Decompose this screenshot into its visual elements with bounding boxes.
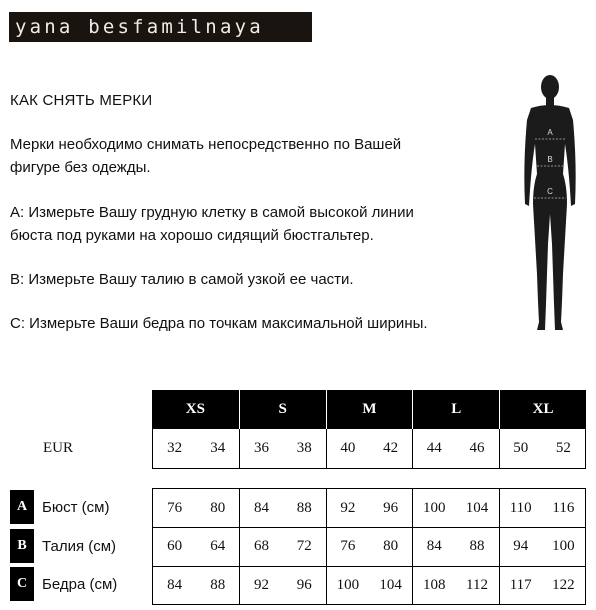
- intro-line-1: Мерки необходимо снимать непосредственно по Вашей: [10, 136, 402, 153]
- eur-cell: 34: [210, 440, 226, 456]
- measure-cell: 84: [153, 566, 196, 604]
- row-label-bust: [10, 489, 109, 525]
- measure-cell: 84: [239, 489, 282, 527]
- figure-label-b: B: [547, 155, 553, 164]
- measure-cell: 104: [465, 499, 489, 516]
- row-letter-c: C: [10, 567, 34, 601]
- measure-cell: 68: [239, 527, 282, 565]
- eur-cell: 50: [499, 429, 542, 468]
- size-xl: XL: [499, 390, 586, 429]
- measure-cell: 60: [153, 527, 196, 565]
- size-m: M: [326, 390, 413, 429]
- measure-cell: 122: [542, 566, 585, 604]
- figure-label-a: A: [547, 128, 553, 137]
- measure-cell: 80: [210, 499, 226, 516]
- intro-line-2: фигуре без одежды.: [10, 159, 151, 176]
- eur-cell: 40: [326, 429, 369, 468]
- eur-label: EUR: [43, 440, 73, 456]
- eur-cell: 36: [239, 429, 282, 468]
- instruction-a-line-1: A: Измерьте Вашу грудную клетку в самой высокой линии: [10, 204, 414, 221]
- measure-cell: 112: [455, 566, 498, 604]
- eur-cell: 46: [469, 440, 485, 456]
- measurements-block: [152, 488, 586, 605]
- measure-cell: 100: [542, 527, 585, 565]
- instruction-a: [10, 201, 490, 247]
- page-title: КАК СНЯТЬ МЕРКИ: [10, 92, 153, 109]
- eur-cell: 32: [167, 440, 183, 456]
- measure-cell: 94: [499, 527, 542, 565]
- instruction-b: B: Измерьте Вашу талию в самой узкой ее части.: [10, 271, 354, 288]
- measure-cell: 100: [412, 489, 455, 527]
- size-header: [152, 390, 586, 429]
- instruction-a-line-2: бюста под руками на хорошо сидящий бюстгальтер.: [10, 227, 374, 244]
- measure-cell: 72: [283, 527, 326, 565]
- measure-cell: 104: [369, 566, 412, 604]
- row-letter-a: A: [10, 490, 34, 524]
- measure-cell: 92: [326, 489, 369, 527]
- measure-cell: 88: [196, 566, 239, 604]
- row-letter-b: B: [10, 529, 34, 563]
- measure-cell: 76: [167, 499, 183, 516]
- measure-cell: 80: [369, 527, 412, 565]
- intro-text: [10, 133, 490, 179]
- brand-logo: yana besfamilnaya: [9, 12, 312, 42]
- measure-cell: 64: [196, 527, 239, 565]
- row-text-hips: Бедра (см): [42, 575, 118, 593]
- row-label-hips: [10, 566, 117, 602]
- size-l: L: [412, 390, 499, 429]
- eur-row: [152, 429, 586, 469]
- size-s: S: [239, 390, 326, 429]
- measure-cell: 117: [499, 566, 542, 604]
- measure-cell: 84: [412, 527, 455, 565]
- eur-cell: 38: [296, 440, 312, 456]
- measure-cell: 100: [326, 566, 369, 604]
- measure-cell: 110: [499, 489, 542, 527]
- measure-cell: 108: [412, 566, 455, 604]
- measure-cell: 88: [455, 527, 498, 565]
- instruction-c: C: Измерьте Ваши бедра по точкам максимальной ширины.: [10, 315, 428, 332]
- eur-cell: 42: [383, 440, 399, 456]
- measure-cell: 96: [383, 499, 399, 516]
- measure-cell: 76: [326, 527, 369, 565]
- eur-cell: 52: [555, 440, 571, 456]
- eur-cell: 44: [412, 429, 455, 468]
- measure-cell: 116: [552, 499, 575, 516]
- row-label-waist: [10, 528, 116, 564]
- body-silhouette-figure: [517, 74, 583, 336]
- size-xs: XS: [185, 401, 205, 417]
- row-text-waist: Талия (см): [42, 537, 117, 555]
- measure-cell: 92: [239, 566, 282, 604]
- figure-label-c: C: [547, 187, 553, 196]
- measure-cell: 96: [283, 566, 326, 604]
- measure-cell: 88: [296, 499, 312, 516]
- row-text-bust: Бюст (см): [42, 498, 110, 516]
